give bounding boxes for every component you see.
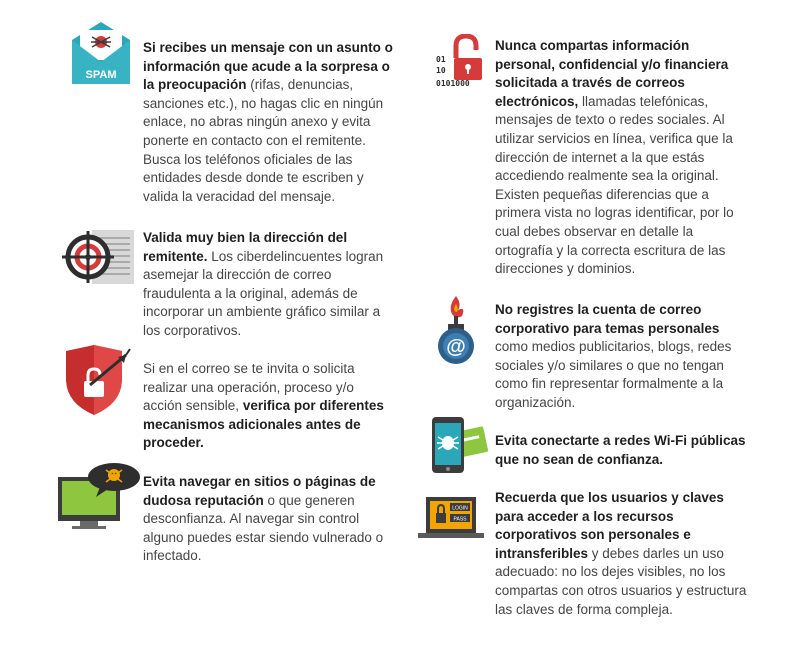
tip-credenciales: [410, 485, 800, 645]
tip-compartir-bold: Nunca compartas información personal, confidencial y/o financiera solicitada a través de correos electrónicos,: [495, 38, 729, 109]
binary-line-1: 01: [436, 55, 446, 64]
tip-spam-text: [143, 39, 393, 206]
tip-registro: [410, 290, 800, 415]
tip-spam: [0, 0, 400, 220]
spam-label: SPAM: [85, 69, 117, 81]
spam-envelope-icon: [70, 20, 132, 86]
tip-navegar: [0, 455, 400, 575]
tip-navegar-bold: Evita navegar en sitios o páginas de dudosa reputación: [143, 474, 376, 508]
tip-compartir: [410, 0, 800, 290]
tip-spam-body: (rifas, denuncias, sanciones etc.), no hagas clic en ningún enlace, no abras ningún anexo y evita ponerte en contacto con el remitente. Busca los teléfonos oficiales de las entidades desde donde te escriben y valida la veracidad del mensaje.: [143, 77, 384, 204]
target-document-icon: [60, 226, 136, 288]
login-label: LOGIN: [452, 505, 468, 512]
monitor-warning-icon: [56, 461, 142, 531]
tip-navegar-body: o que generen desconfianza. Al navegar sin control alguno puedes estar siendo vulnerado o infectado.: [143, 492, 384, 564]
tip-verifica-text: [143, 360, 393, 453]
pass-label: PASS: [453, 516, 467, 523]
tip-navegar-text: [143, 473, 393, 566]
tip-verifica-body: Si en el correo se te invita o solicita realizar una operación, proceso y/o acción sensible,: [143, 361, 355, 414]
phone-virus-wifi-icon: [430, 415, 490, 477]
tip-compartir-text: [495, 37, 750, 279]
tip-wifi-text: [495, 432, 750, 469]
tip-remitente-text: [143, 229, 393, 341]
at-symbol: @: [446, 336, 466, 358]
shield-lock-arrow-icon: [60, 345, 132, 417]
tip-credenciales-body: y debes darles un uso adecuado: no los dejes visibles, no los compartas con otros usuarios y estructura las claves de forma compleja.: [495, 545, 747, 617]
tip-registro-bold: No registres la cuenta de correo corporativo para temas personales: [495, 302, 720, 336]
tip-verifica-bold: verifica por diferentes mecanismos adicionales antes de proceder.: [143, 398, 384, 451]
tip-wifi: [410, 415, 800, 485]
tip-wifi-bold: Evita conectarte a redes Wi-Fi públicas que no sean de confianza.: [495, 433, 746, 467]
binary-padlock-icon: [434, 34, 494, 92]
tip-remitente: [0, 220, 400, 345]
tip-spam-bold: Si recibes un mensaje con un asunto o información que acude a la sorpresa o la preocupación: [143, 40, 393, 93]
tip-registro-text: [495, 301, 750, 413]
binary-line-3: 0101000: [436, 79, 470, 88]
tip-credenciales-text: [495, 489, 750, 619]
tip-compartir-body: llamadas telefónicas, mensajes de texto o redes sociales. Al utilizar servicios en línea, verifica que la dirección de internet a la que estás accediendo realmente sea la original. Existen pequeñas diferencias que a primera vista no logras identificar, por lo cual debes observar en detalle la ortografía y la correcta escritura de las direcciones y dominios.: [495, 93, 734, 277]
tip-remitente-body: Los ciberdelincuentes logran asemejar la dirección de correo fraudulenta a la original, además de incorporar un ambiente gráfico similar a los corporativos.: [143, 248, 384, 338]
email-bomb-icon: [432, 294, 480, 366]
tip-registro-body: como medios publicitarios, blogs, redes sociales y/o similares o que no tengan como fin representar formalmente a la organización.: [495, 339, 732, 410]
binary-line-2: 10: [436, 66, 446, 75]
tip-remitente-bold: Valida muy bien la dirección del remitente.: [143, 230, 348, 264]
laptop-login-lock-icon: [418, 495, 484, 541]
tip-verifica: [0, 345, 400, 455]
tip-credenciales-bold: Recuerda que los usuarios y claves para acceder a los recursos corporativos son personales e intransferibles: [495, 490, 724, 561]
